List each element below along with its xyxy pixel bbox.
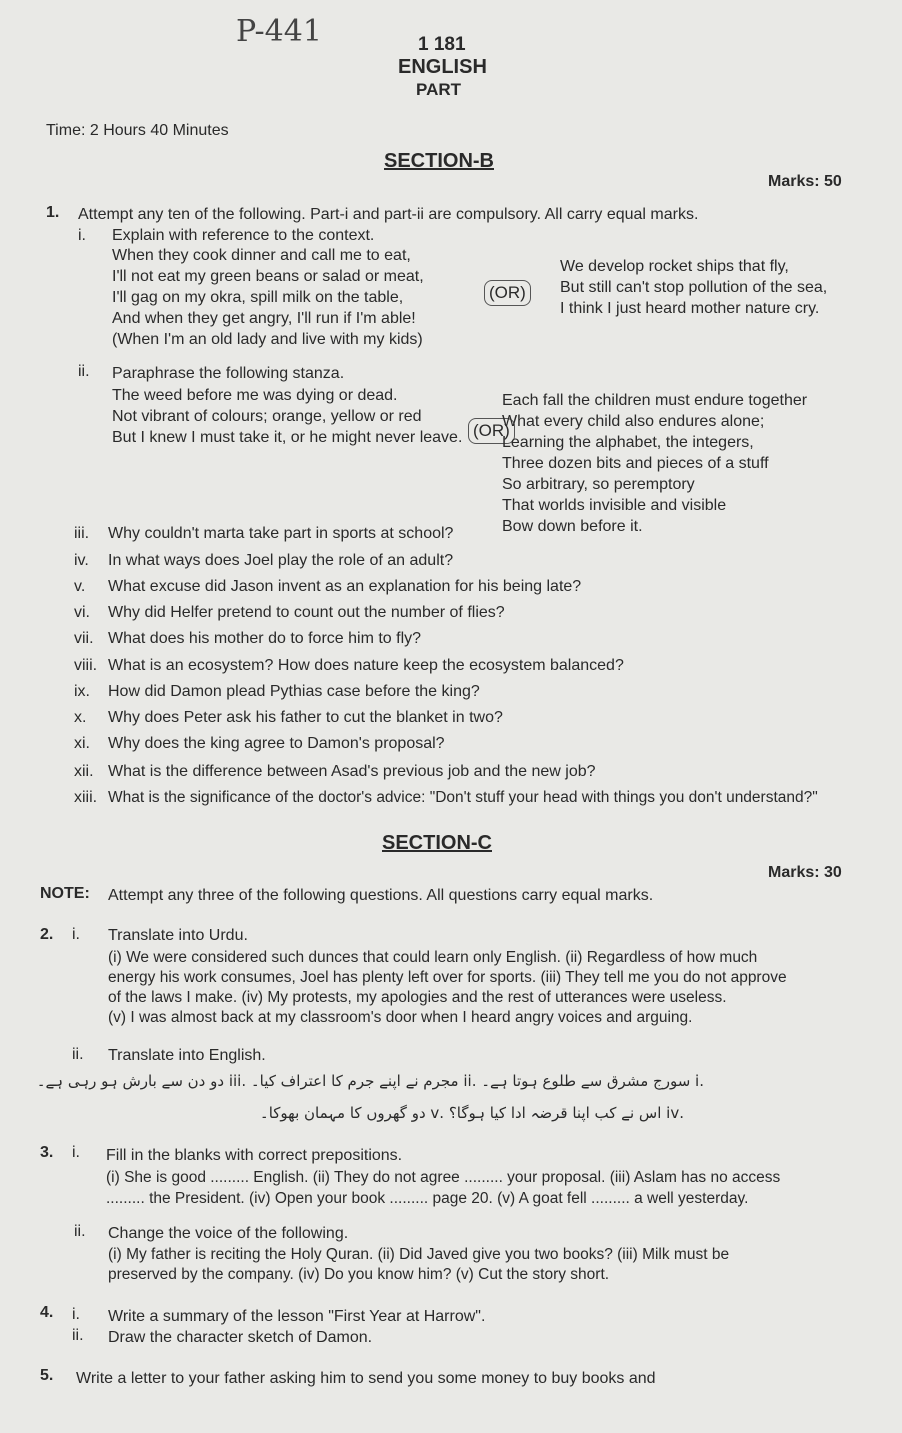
question-text: Why did Helfer pretend to count out the number of flies? xyxy=(108,604,505,621)
stanza-b: We develop rocket ships that fly, But still can't stop pollution of the sea, I think I just heard mother nature cry. xyxy=(560,258,828,317)
q3-i-text: Fill in the blanks with correct prepositions. xyxy=(106,1147,403,1164)
q2-i-text: Translate into Urdu. xyxy=(108,927,248,944)
time-label: Time: 2 Hours 40 Minutes xyxy=(46,122,229,139)
question-number: x. xyxy=(74,709,87,726)
q4-i-number: i. xyxy=(72,1306,80,1323)
question-number: vi. xyxy=(74,604,90,621)
section-b-marks: Marks: 50 xyxy=(768,173,842,190)
q4-ii-text: Draw the character sketch of Damon. xyxy=(108,1329,373,1346)
handwritten-code: P-441 xyxy=(236,14,322,49)
note-text: Attempt any three of the following questions. All questions carry equal marks. xyxy=(108,887,654,904)
stanza-c: The weed before me was dying or dead. Not vibrant of colours; orange, yellow or red But I knew I must take it, or he might never leave. xyxy=(112,387,463,446)
q3-i-number: i. xyxy=(72,1144,80,1161)
question-text: What excuse did Jason invent as an explanation for his being late? xyxy=(108,578,582,595)
subject-title: ENGLISH xyxy=(398,56,487,78)
or-label-1: (OR) xyxy=(484,280,531,306)
urdu-sentences-line-2: .iv اس نے کب اپنا قرضہ ادا کیا ہوگا؟ .v دو گھروں کا مہمان بھوکا۔ xyxy=(259,1104,684,1122)
q3-ii-number: ii. xyxy=(74,1223,86,1240)
q1-i-number: i. xyxy=(78,227,86,244)
question-text: Why does Peter ask his father to cut the blanket in two? xyxy=(108,709,503,726)
paper-code: 1 181 xyxy=(418,34,466,55)
note-label: NOTE: xyxy=(40,885,90,902)
or-label-2: (OR) xyxy=(468,418,515,444)
q1-ii-text: Paraphrase the following stanza. xyxy=(112,365,345,382)
q3-i-body: (i) She is good ......... English. (ii) They do not agree ......... your proposal. (iii) Aslam has no access ......... the President. (iv) Open your book ......... page 20. (v) A goat fell ......... a well yesterday. xyxy=(106,1169,781,1207)
q1-i-text: Explain with reference to the context. xyxy=(112,227,375,244)
question-text: What is the difference between Asad's previous job and the new job? xyxy=(108,763,596,780)
q5-number: 5. xyxy=(40,1367,54,1384)
section-c-marks: Marks: 30 xyxy=(768,864,842,881)
question-number: xiii. xyxy=(74,789,98,806)
q3-ii-body: (i) My father is reciting the Holy Quran. (ii) Did Javed give you two books? (iii) Milk must be preserved by the company. (iv) Do you know him? (v) Cut the story short. xyxy=(108,1246,730,1283)
question-text: What does his mother do to force him to fly? xyxy=(108,630,422,647)
stanza-a: When they cook dinner and call me to eat, I'll not eat my green beans or salad or meat, I'll gag on my okra, spill milk on the table, And when they get angry, I'll run if I'm able! (When I'm an old lady and live with my kids) xyxy=(112,247,424,348)
q4-ii-number: ii. xyxy=(72,1327,84,1344)
q2-ii-text: Translate into English. xyxy=(108,1047,266,1064)
q1-instruction: Attempt any ten of the following. Part-i and part-ii are compulsory. All carry equal marks. xyxy=(78,206,699,223)
question-number: v. xyxy=(74,578,86,595)
part-label: PART xyxy=(416,80,462,99)
section-c-title: SECTION-C xyxy=(382,832,492,854)
question-text: Why does the king agree to Damon's proposal? xyxy=(108,735,445,752)
q3-ii-text: Change the voice of the following. xyxy=(108,1225,349,1242)
q4-number: 4. xyxy=(40,1304,54,1321)
question-text: How did Damon plead Pythias case before the king? xyxy=(108,683,480,700)
question-number: ix. xyxy=(74,683,90,700)
question-number: xii. xyxy=(74,763,94,780)
question-text: What is an ecosystem? How does nature keep the ecosystem balanced? xyxy=(108,657,624,674)
section-b-title: SECTION-B xyxy=(384,150,494,172)
q1-ii-number: ii. xyxy=(78,363,90,380)
q2-number: 2. xyxy=(40,926,54,943)
question-number: iv. xyxy=(74,552,89,569)
urdu-sentences-line-1: .i سورج مشرق سے طلوع ہوتا ہے۔ .ii مجرم نے اپنے جرم کا اعتراف کیا۔ .iii دو دن سے بارش ہو رہی ہے۔ xyxy=(36,1072,704,1090)
question-text: What is the significance of the doctor's advice: "Don't stuff your head with things you don't understand?" xyxy=(108,789,818,806)
q2-i-body: (i) We were considered such dunces that could learn only English. (ii) Regardless of how much energy his work consumes, Joel has plenty left over for sports. (iii) They tell me you do not approve of the laws I make. (iv) My protests, my apologies and the rest of utterances were useless. (v) I was almost back at my classroom's door when I heard angry voices and arguing. xyxy=(108,949,787,1026)
q4-i-text: Write a summary of the lesson "First Year at Harrow". xyxy=(108,1308,486,1325)
question-number: iii. xyxy=(74,525,90,542)
q1-number: 1. xyxy=(46,204,60,221)
question-text: In what ways does Joel play the role of an adult? xyxy=(108,552,454,569)
question-text: Why couldn't marta take part in sports at school? xyxy=(108,525,454,542)
q3-number: 3. xyxy=(40,1144,54,1161)
stanza-d: Each fall the children must endure together What every child also endures alone; Learning the alphabet, the integers, Three dozen bits and pieces of a stuff So arbitrary, so peremptory That worlds invisible and visible Bow down before it. xyxy=(502,392,808,535)
question-number: viii. xyxy=(74,657,98,674)
question-number: xi. xyxy=(74,735,90,752)
question-number: vii. xyxy=(74,630,94,647)
q5-text: Write a letter to your father asking him to send you some money to buy books and xyxy=(76,1370,656,1387)
q2-ii-number: ii. xyxy=(72,1046,84,1063)
q2-i-number: i. xyxy=(72,926,80,943)
